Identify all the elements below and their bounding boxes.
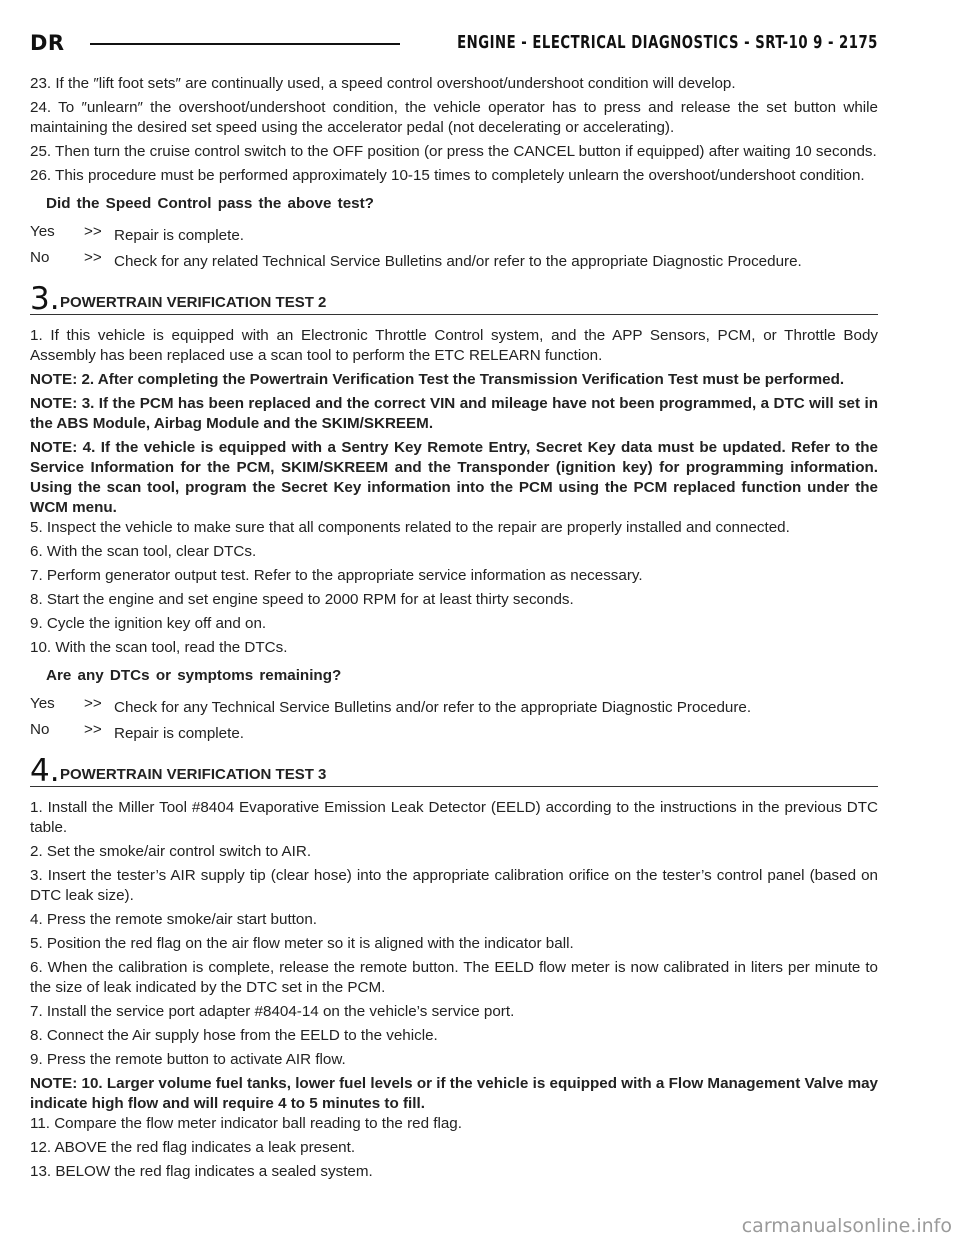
- answer-row: [30, 222, 878, 248]
- page-content: [30, 74, 878, 1186]
- answer-text: Repair is complete.: [114, 725, 244, 742]
- step-text: 23. If the ″lift foot sets″ are continually used, a speed control overshoot/undershoot condition will develop.: [30, 75, 736, 92]
- answer-text: Repair is complete.: [114, 227, 244, 244]
- answer-text: Check for any Technical Service Bulletins and/or refer to the appropriate Diagnostic Procedure.: [114, 699, 752, 716]
- answer-row: [30, 720, 878, 746]
- section-title: POWERTRAIN VERIFICATION TEST 3: [60, 766, 327, 783]
- step-text: 9. Press the remote button to activate AIR flow.: [30, 1051, 346, 1068]
- step-text: 8. Connect the Air supply hose from the EELD to the vehicle.: [30, 1027, 438, 1044]
- answer-arrow: >>: [84, 695, 102, 712]
- answer-key: No: [30, 721, 50, 738]
- step-text: 1. Install the Miller Tool #8404 Evaporative Emission Leak Detector (EELD) according to the instructions in the previous DTC table.: [30, 799, 878, 836]
- step-text: 24. To ″unlearn″ the overshoot/undershoot condition, the vehicle operator has to press and release the set button while maintaining the desired set speed using the accelerator pedal (not decelerating or accelerating).: [30, 99, 878, 136]
- step-text: 25. Then turn the cruise control switch to the OFF position (or press the CANCEL button if equipped) after waiting 10 seconds.: [30, 143, 877, 160]
- section-title: POWERTRAIN VERIFICATION TEST 2: [60, 294, 327, 311]
- note-text: NOTE: 10. Larger volume fuel tanks, lower fuel levels or if the vehicle is equipped with a Flow Management Valve may indicate high flow and will require 4 to 5 minutes to fill.: [30, 1075, 878, 1112]
- step-text: 26. This procedure must be performed approximately 10-15 times to completely unlearn the overshoot/undershoot condition.: [30, 167, 865, 184]
- step-text: 2. Set the smoke/air control switch to AIR.: [30, 843, 312, 860]
- section-heading-4: [30, 753, 878, 792]
- test-question: Are any DTCs or symptoms remaining?: [46, 667, 342, 684]
- note-text: NOTE: 3. If the PCM has been replaced and the correct VIN and mileage have not been programmed, a DTC will set in the ABS Module, Airbag Module and the SKIM/SKREEM.: [30, 395, 878, 432]
- section-heading-3: [30, 281, 878, 320]
- section-rule: [30, 314, 878, 315]
- step-text: 7. Perform generator output test. Refer to the appropriate service information as necessary.: [30, 567, 643, 584]
- step-text: 8. Start the engine and set engine speed to 2000 RPM for at least thirty seconds.: [30, 591, 574, 608]
- page-header: [30, 33, 878, 63]
- step-text: 10. With the scan tool, read the DTCs.: [30, 639, 288, 656]
- answer-text: Check for any related Technical Service Bulletins and/or refer to the appropriate Diagnostic Procedure.: [114, 253, 802, 270]
- step-text: 12. ABOVE the red flag indicates a leak present.: [30, 1139, 356, 1156]
- answer-row: [30, 248, 878, 274]
- step-text: 7. Install the service port adapter #8404-14 on the vehicle’s service port.: [30, 1003, 515, 1020]
- answer-key: Yes: [30, 223, 55, 240]
- step-text: 5. Position the red flag on the air flow meter so it is aligned with the indicator ball.: [30, 935, 574, 952]
- header-rule: [90, 43, 400, 45]
- step-text: 3. Insert the tester’s AIR supply tip (clear hose) into the appropriate calibration orifice on the tester’s control panel (based on DTC leak size).: [30, 867, 878, 904]
- section-number: 3.: [30, 281, 60, 317]
- header-model-code: DR: [30, 31, 65, 55]
- answer-arrow: >>: [84, 249, 102, 266]
- header-section-title: ENGINE - ELECTRICAL DIAGNOSTICS - SRT-10 9 - 2175: [457, 33, 878, 53]
- step-text: 9. Cycle the ignition key off and on.: [30, 615, 267, 632]
- answer-key: No: [30, 249, 50, 266]
- note-text: NOTE: 2. After completing the Powertrain Verification Test the Transmission Verification Test must be performed.: [30, 371, 845, 388]
- note-text: NOTE: 4. If the vehicle is equipped with a Sentry Key Remote Entry, Secret Key data must be updated. Refer to the Service Information for the PCM, SKIM/SKREEM and the Transponder (ignition key) for programming information. Using the scan tool, program the Secret Key information into the PCM using the PCM replaced function under the WCM menu.: [30, 439, 878, 516]
- test-question: Did the Speed Control pass the above test?: [46, 195, 374, 212]
- step-text: 5. Inspect the vehicle to make sure that all components related to the repair are properly installed and connected.: [30, 519, 790, 536]
- step-text: 6. With the scan tool, clear DTCs.: [30, 543, 257, 560]
- section-rule: [30, 786, 878, 787]
- step-text: 6. When the calibration is complete, release the remote button. The EELD flow meter is now calibrated in liters per minute to the size of leak indicated by the DTC set in the PCM.: [30, 959, 878, 996]
- answer-arrow: >>: [84, 721, 102, 738]
- step-text: 11. Compare the flow meter indicator ball reading to the red flag.: [30, 1115, 462, 1132]
- section-number: 4.: [30, 753, 60, 789]
- step-text: 1. If this vehicle is equipped with an Electronic Throttle Control system, and the APP Sensors, PCM, or Throttle Body Assembly has been replaced use a scan tool to perform the ETC RELEARN function.: [30, 327, 878, 364]
- answer-key: Yes: [30, 695, 55, 712]
- step-text: 4. Press the remote smoke/air start button.: [30, 911, 317, 928]
- watermark-link[interactable]: carmanualsonline.info: [741, 1215, 952, 1237]
- answer-row: [30, 694, 878, 720]
- step-text: 13. BELOW the red flag indicates a sealed system.: [30, 1163, 373, 1180]
- answer-arrow: >>: [84, 223, 102, 240]
